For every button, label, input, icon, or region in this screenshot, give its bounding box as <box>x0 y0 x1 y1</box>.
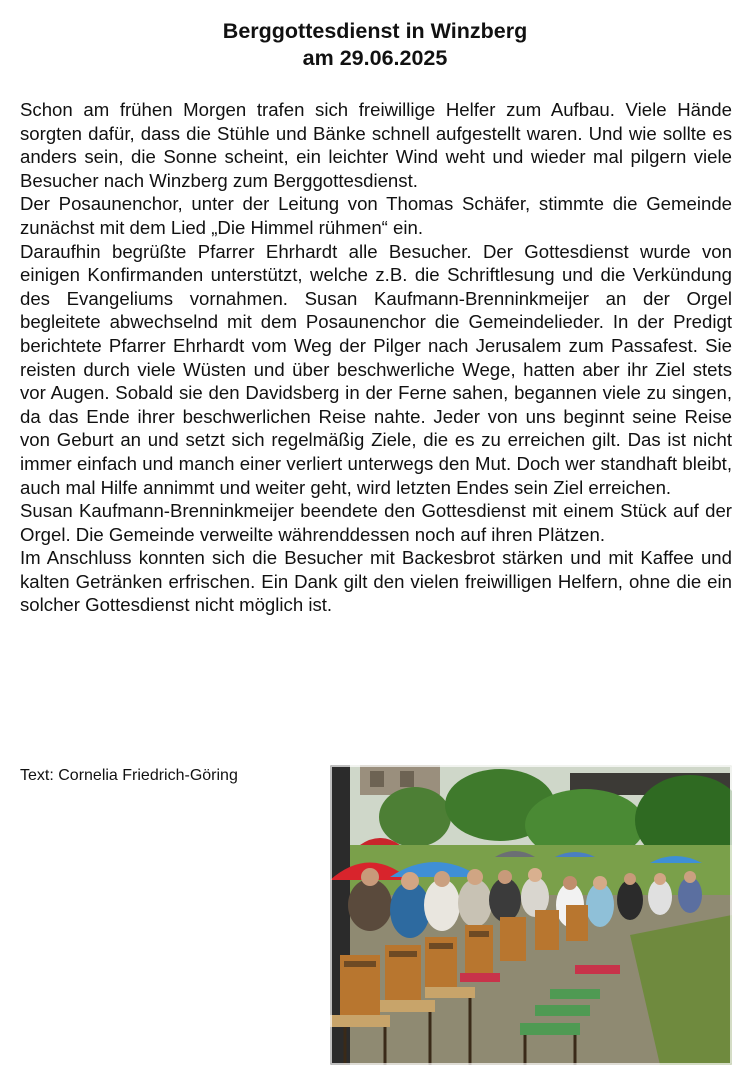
paragraph: Schon am frühen Morgen trafen sich freiwillige Helfer zum Aufbau. Viele Hände sorgten dafür, dass die Stühle und Bänke schnell aufgestellt waren. Und wie sollte es anders sein, die Sonne scheint, ein leichter Wind weht und wieder mal pilgern viele Besucher nach Winzberg zum Berggottesdienst. <box>20 99 732 191</box>
photo-tree <box>379 787 451 847</box>
title-line-2: am 29.06.2025 <box>302 46 448 70</box>
paragraph: Daraufhin begrüßte Pfarrer Ehrhardt alle Besucher. Der Gottesdienst wurde von einigen Konfirmanden unterstützt, welche z.B. die Schriftlesung und die Verkündung des Evangeliums vornahmen. Susan Kaufmann-Brenninkmeijer an der Orgel begleitete abwechselnd mit dem Posaunenchor die Gemeindelieder. In der Predigt berichtete Pfarrer Ehrhardt vom Weg der Pilger nach Jerusalem zum Passafest. Sie reisten durch viele Wüsten und über beschwerliche Wege, hatten aber ihr Ziel stets vor Augen. Sobald sie den Davidsberg in der Ferne sahen, begannen viele zu singen, da das Ende ihrer beschwerlichen Reise nahte. Jeder von uns beginnt seine Reise von Geburt an und setzt sich regelmäßig Ziele, die es zu erreichen gilt. Das ist nicht immer einfach und manch einer verliert unterwegs den Mut. Doch wer standhaft bleibt, auch mal Hilfe annimmt und weiter geht, wird letzten Endes sein Ziel erreichen. <box>20 240 732 498</box>
article-title <box>0 18 750 72</box>
congregation-photo <box>330 765 732 1065</box>
author-credit: Text: Cornelia Friedrich-Göring <box>20 767 238 784</box>
article-body <box>20 98 732 617</box>
paragraph: Der Posaunenchor, unter der Leitung von Thomas Schäfer, stimmte die Gemeinde zunächst mit dem Lied „Die Himmel rühmen“ ein. <box>20 193 732 238</box>
paragraph: Susan Kaufmann-Brenninkmeijer beendete den Gottesdienst mit einem Stück auf der Orgel. Die Gemeinde verweilte währenddessen noch auf ihren Plätzen. <box>20 500 732 545</box>
title-line-1: Berggottesdienst in Winzberg <box>222 19 528 43</box>
paragraph: Im Anschluss konnten sich die Besucher mit Backesbrot stärken und mit Kaffee und kalten Getränken erfrischen. Ein Dank gilt den vielen freiwilligen Helfern, ohne die ein solcher Gottesdienst nicht möglich ist. <box>20 547 732 616</box>
